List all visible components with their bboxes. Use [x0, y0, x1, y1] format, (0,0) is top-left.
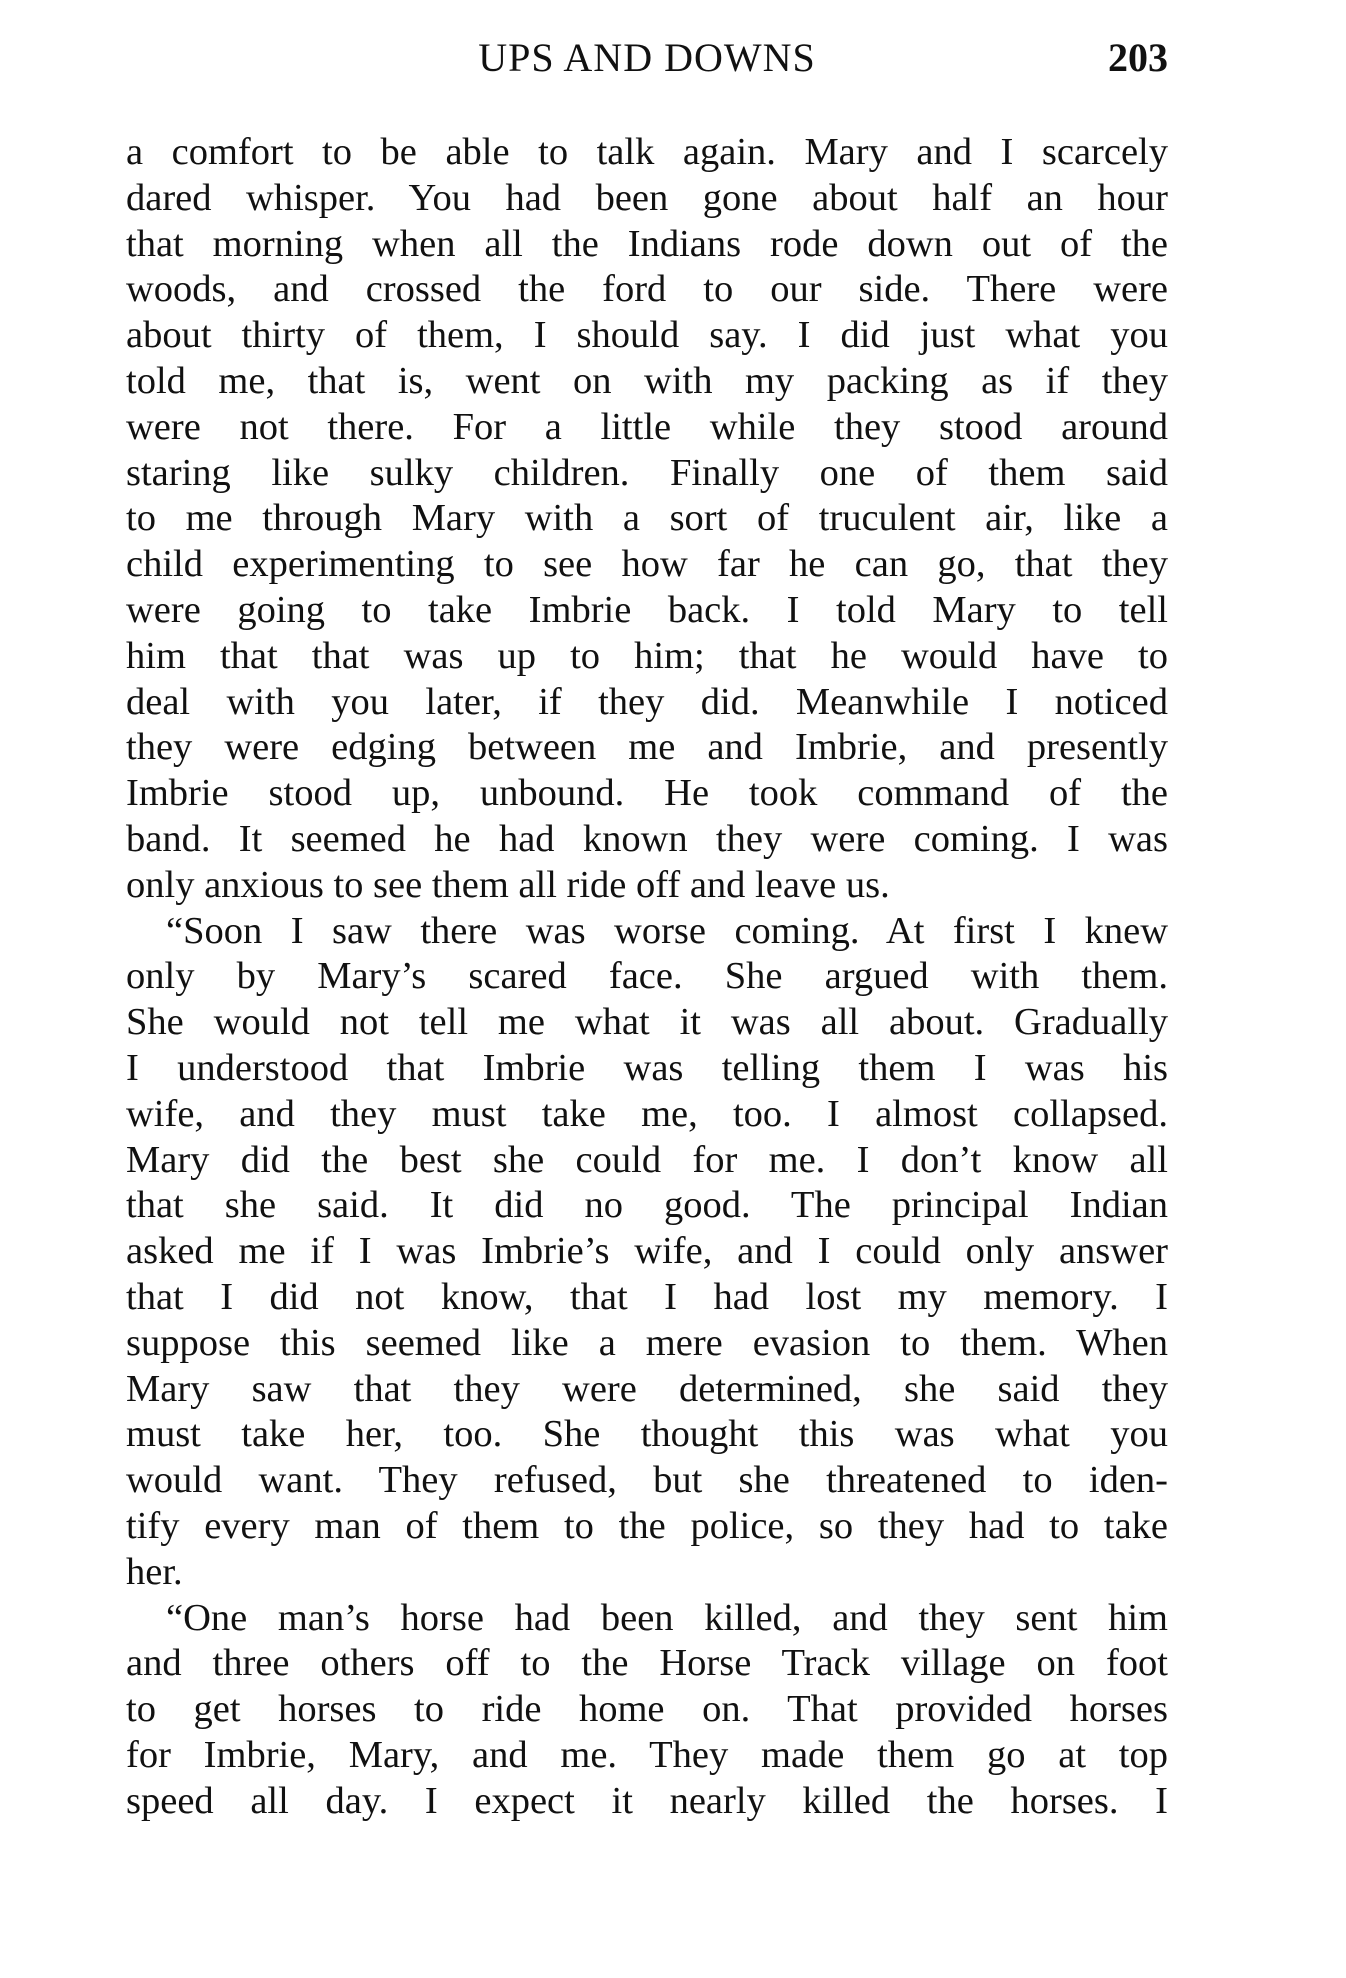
text-line: band. It seemed he had known they were coming. I was — [126, 817, 1168, 860]
text-line: to get horses to ride home on. That provided horses — [126, 1688, 1168, 1731]
text-line: told me, that is, went on with my packing as if they — [126, 359, 1168, 402]
text-line: staring like sulky children. Finally one of them said — [126, 451, 1168, 494]
text-line: that I did not know, that I had lost my memory. I — [126, 1275, 1168, 1318]
text-line: must take her, too. She thought this was what you — [126, 1413, 1168, 1456]
text-line: tify every man of them to the police, so they had to take — [126, 1504, 1168, 1547]
text-line: only anxious to see them all ride off and leave us. — [126, 863, 890, 906]
text-line: and three others off to the Horse Track village on foot — [126, 1642, 1168, 1685]
text-line: She would not tell me what it was all about. Gradually — [126, 1001, 1168, 1044]
text-line: to me through Mary with a sort of truculent air, like a — [126, 497, 1168, 540]
text-line: that morning when all the Indians rode down out of the — [126, 222, 1168, 265]
text-line: for Imbrie, Mary, and me. They made them go at top — [126, 1733, 1168, 1776]
text-line: that she said. It did no good. The principal Indian — [126, 1184, 1168, 1227]
page-number: 203 — [1108, 35, 1168, 80]
text-line: would want. They refused, but she threatened to iden- — [126, 1459, 1168, 1502]
text-line: a comfort to be able to talk again. Mary and I scarcely — [126, 131, 1168, 173]
text-line: her. — [126, 1550, 183, 1593]
text-line: I understood that Imbrie was telling them I was his — [126, 1046, 1168, 1089]
text-line: speed all day. I expect it nearly killed the horses. I — [126, 1779, 1168, 1822]
running-head — [126, 34, 1168, 90]
running-title: UPS AND DOWNS — [478, 35, 816, 80]
text-line: were going to take Imbrie back. I told Mary to tell — [126, 588, 1168, 631]
text-line: woods, and crossed the ford to our side. There were — [126, 268, 1168, 311]
text-line: Mary did the best she could for me. I don’t know all — [126, 1138, 1168, 1181]
text-line: suppose this seemed like a mere evasion to them. When — [126, 1321, 1168, 1364]
text-line: “Soon I saw there was worse coming. At first I knew — [166, 909, 1168, 952]
text-line: only by Mary’s scared face. She argued with them. — [126, 955, 1168, 998]
text-line: were not there. For a little while they stood around — [126, 405, 1168, 448]
text-line: Imbrie stood up, unbound. He took command of the — [126, 772, 1168, 815]
body-text — [126, 130, 1168, 1824]
text-line: dared whisper. You had been gone about half an hour — [126, 176, 1168, 219]
text-line: Mary saw that they were determined, she said they — [126, 1367, 1168, 1410]
text-line: deal with you later, if they did. Meanwhile I noticed — [126, 680, 1168, 723]
text-line: they were edging between me and Imbrie, and presently — [126, 726, 1168, 769]
text-line: wife, and they must take me, too. I almost collapsed. — [126, 1092, 1168, 1135]
text-line: “One man’s horse had been killed, and they sent him — [166, 1596, 1168, 1639]
text-line: child experimenting to see how far he can go, that they — [126, 543, 1168, 586]
text-line: him that that was up to him; that he would have to — [126, 634, 1168, 677]
text-line: about thirty of them, I should say. I did just what you — [126, 314, 1168, 357]
text-line: asked me if I was Imbrie’s wife, and I could only answer — [126, 1230, 1168, 1273]
